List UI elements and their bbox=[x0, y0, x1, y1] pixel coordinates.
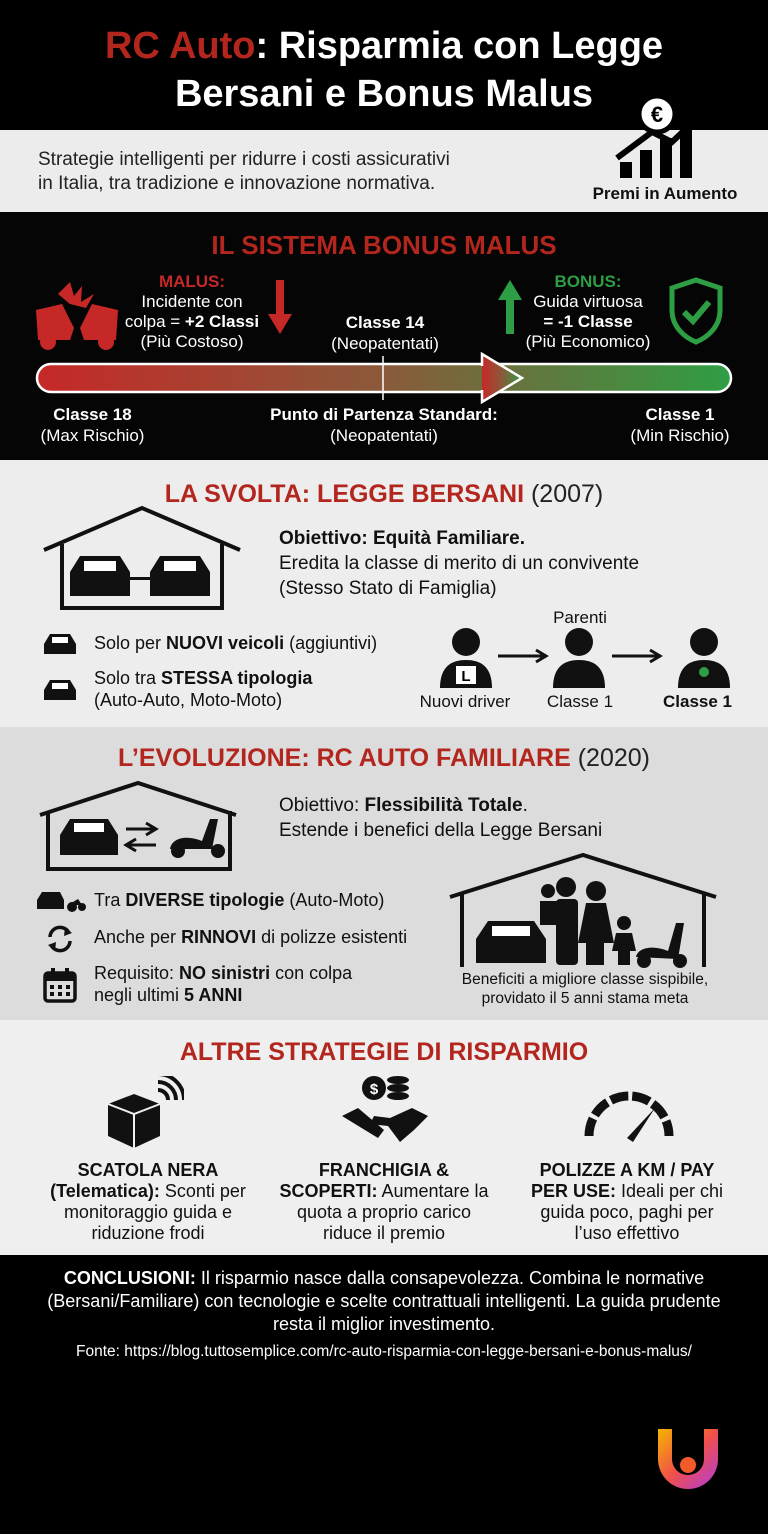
renew-icon bbox=[44, 923, 76, 955]
strategies-section bbox=[0, 1020, 768, 1255]
inheritance-flow-diagram bbox=[436, 626, 736, 690]
conclusions-text: CONCLUSIONI: Il risparmio nasce dalla consapevolezza. Combina le normative (Bersani/Familiare) con tecnologie e scelte contrattuali intelligenti. La guida prudente resta il miglior investimento. bbox=[47, 1268, 721, 1334]
strategy-black-box: SCATOLA NERA (Telematica): Sconti per monitoraggio guida e riduzione frodi bbox=[50, 1160, 246, 1243]
speedometer-icon bbox=[583, 1086, 675, 1146]
flow-new-driver: Nuovi driver bbox=[419, 692, 511, 711]
car-moto-icon bbox=[36, 887, 86, 913]
car-icon bbox=[42, 630, 78, 656]
bersani-item-same-type: Solo tra STESSA tipologia (Auto-Auto, Moto-Moto) bbox=[94, 668, 313, 710]
calendar-icon bbox=[42, 967, 78, 1003]
flow-parent-class: Classe 1 bbox=[546, 692, 614, 711]
garage-two-cars-icon bbox=[42, 504, 242, 610]
parenti-label: Parenti bbox=[553, 608, 607, 627]
section-title: L’EVOLUZIONE: RC AUTO FAMILIARE (2020) bbox=[117, 744, 650, 772]
icon-label: Premi in Aumento bbox=[592, 184, 738, 203]
car-crash-icon bbox=[34, 282, 120, 352]
class-18-label: Classe 18 (Max Rischio) bbox=[40, 405, 145, 445]
svg-text:L: L bbox=[461, 668, 471, 685]
shield-check-icon bbox=[666, 276, 726, 346]
handshake-coins-icon bbox=[340, 1072, 430, 1152]
standard-start-label: Punto di Partenza Standard: (Neopatentati) bbox=[270, 405, 498, 445]
flow-inherited-class: Classe 1 bbox=[663, 692, 732, 711]
garage-car-scooter-icon bbox=[38, 779, 238, 871]
bersani-objective: Obiettivo: Equità Familiare. Eredita la classe di merito di un convivente (Stesso Stato di Famiglia) bbox=[279, 528, 640, 599]
strategy-pay-per-use: POLIZZE A KM / PAY PER USE: Ideali per chi guida poco, paghi per l’uso effettivo bbox=[530, 1160, 724, 1243]
section-title: IL SISTEMA BONUS MALUS bbox=[211, 230, 557, 260]
subtitle: Strategie intelligenti per ridurre i costi assicurativi in Italia, tra tradizione e innovazione normativa. bbox=[38, 149, 450, 194]
black-box-signal-icon bbox=[104, 1076, 184, 1150]
family-caption: Beneficiti a migliore classe sispibile, providato il 5 anni stama meta bbox=[461, 971, 709, 1007]
familiare-objective: Obiettivo: Flessibilità Totale. Estende i benefici della Legge Bersani bbox=[279, 795, 603, 841]
section-title: LA SVOLTA: LEGGE BERSANI (2007) bbox=[164, 480, 604, 508]
bersani-item-new-vehicles: Solo per NUOVI veicoli (aggiuntivi) bbox=[94, 633, 378, 653]
bonus-malus-section bbox=[0, 212, 768, 460]
page-title: RC Auto: Risparmia con Legge Bersani e Bonus Malus bbox=[104, 25, 664, 115]
conclusions-section bbox=[0, 1255, 768, 1534]
familiare-item-requirement: Requisito: NO sinistri con colpa negli ultimi 5 ANNI bbox=[94, 963, 353, 1005]
strategy-deductible: FRANCHIGIA & SCOPERTI: Aumentare la quota a proprio carico riduce il premio bbox=[279, 1160, 489, 1243]
start-class-label: Classe 14 (Neopatentati) bbox=[331, 313, 439, 353]
family-garage-icon bbox=[448, 851, 718, 971]
familiare-item-types: Tra DIVERSE tipologie (Auto-Moto) bbox=[94, 890, 385, 910]
source-link[interactable]: Fonte: https://blog.tuttosemplice.com/rc-auto-risparmia-con-legge-bersani-e-bonus-malus/ bbox=[76, 1343, 692, 1360]
rising-premium-icon bbox=[612, 92, 727, 182]
brand-logo-icon bbox=[652, 1425, 724, 1493]
svg-text:$: $ bbox=[369, 1081, 379, 1098]
bersani-section bbox=[0, 460, 768, 727]
arrow-down-icon bbox=[268, 280, 292, 334]
bonus-text: BONUS: Guida virtuosa = -1 Classe (Più Economico) bbox=[525, 272, 651, 351]
familiare-section bbox=[0, 727, 768, 1020]
familiare-item-renewals: Anche per RINNOVI di polizze esistenti bbox=[94, 927, 408, 947]
svg-text:€: € bbox=[650, 102, 664, 127]
malus-text: MALUS: Incidente con colpa = +2 Classi (Più Costoso) bbox=[124, 272, 260, 351]
section-title: ALTRE STRATEGIE DI RISPARMIO bbox=[179, 1038, 589, 1066]
class-1-label: Classe 1 (Min Rischio) bbox=[630, 405, 730, 445]
car-icon bbox=[42, 676, 78, 702]
class-scale-bar bbox=[34, 350, 734, 406]
